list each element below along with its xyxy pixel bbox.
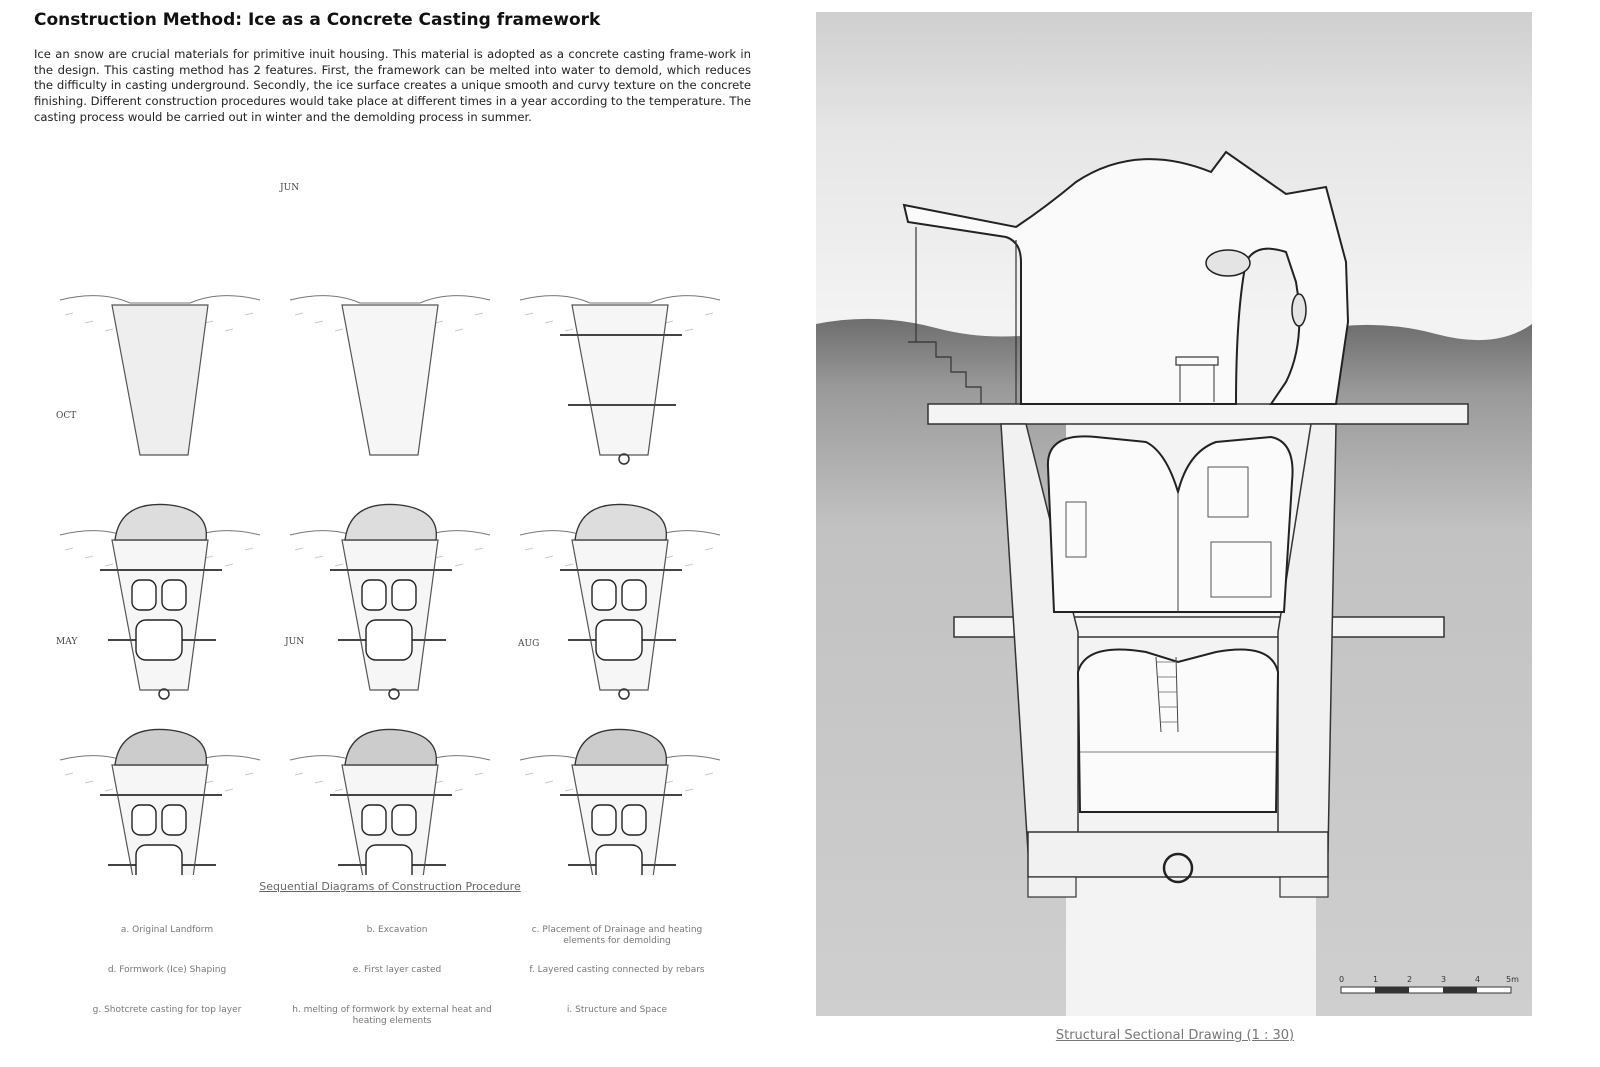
month-label-oct: OCT: [56, 411, 77, 421]
sequence-sketches: [50, 175, 750, 875]
step-caption-c: c. Placement of Drainage and heating elements for demolding: [531, 925, 703, 946]
step-caption-g: g. Shotcrete casting for top layer: [92, 1005, 242, 1015]
sequential-diagrams: [50, 175, 750, 875]
page-title: Construction Method: Ice as a Concrete Casting framework: [34, 10, 601, 30]
sequence-sketch-5: [290, 504, 490, 699]
sequence-sketch-9: [520, 729, 720, 875]
scale-label-1: 1: [1373, 975, 1379, 984]
sequence-sketch-7: [60, 729, 260, 875]
scale-label-2: 2: [1407, 975, 1413, 984]
step-caption-e: e. First layer casted: [352, 965, 442, 975]
scale-label-3: 3: [1441, 975, 1447, 984]
month-label-jun-2: JUN: [285, 637, 305, 647]
sequence-sketch-2: [290, 296, 490, 455]
sequence-sketch-6: [520, 504, 720, 699]
section-sketch: [816, 12, 1532, 1016]
step-caption-d: d. Formwork (Ice) Shaping: [107, 965, 227, 975]
month-label-jun-1: JUN: [280, 183, 300, 193]
scale-label-5m: 5m: [1506, 975, 1519, 984]
sequence-title: Sequential Diagrams of Construction Procedure: [259, 880, 521, 893]
step-caption-h: h. melting of formwork by external heat and heating elements: [292, 1005, 492, 1026]
step-caption-b: b. Excavation: [366, 925, 428, 935]
sequence-sketch-8: [290, 729, 490, 875]
sequence-sketch-4: [60, 504, 260, 699]
section-caption: Structural Sectional Drawing (1 : 30): [1055, 1028, 1295, 1043]
step-caption-f: f. Layered casting connected by rebars: [529, 965, 705, 975]
scale-label-4: 4: [1475, 975, 1481, 984]
month-label-may: MAY: [56, 637, 78, 647]
sequence-sketch-1: [60, 296, 260, 455]
step-caption-i: i. Structure and Space: [566, 1005, 668, 1015]
intro-paragraph: Ice an snow are crucial materials for primitive inuit housing. This material is adopted as a concrete casting frame-work in the design. This casting method has 2 features. First, the framework can be melted into water to demold, which reduces the difficulty in casting underground. Secondly, the ice surface creates a unique smooth and curvy texture on the concrete finishing. Different construction procedures would take place at different times in a year according to the temperature. The casting process would be carried out in winter and the demolding process in summer.: [34, 47, 751, 124]
structural-section-drawing: [816, 12, 1532, 1016]
month-label-aug: AUG: [518, 639, 540, 649]
step-caption-a: a. Original Landform: [120, 925, 214, 935]
scale-label-0: 0: [1339, 975, 1345, 984]
sequence-sketch-3: [520, 296, 720, 464]
